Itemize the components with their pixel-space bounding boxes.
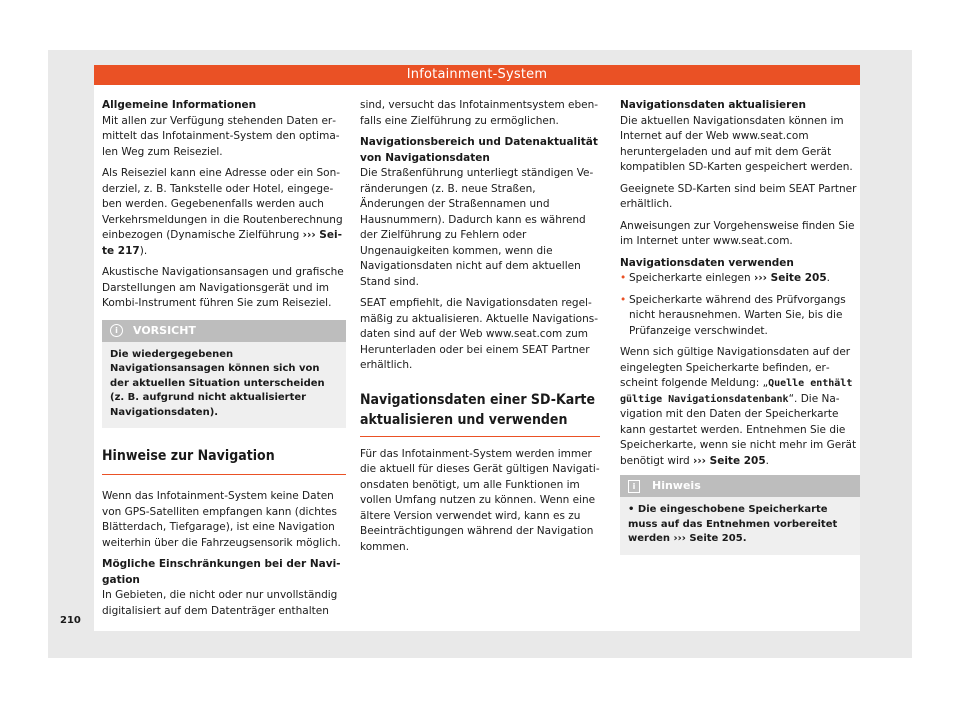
info-icon: i (628, 480, 640, 493)
list-item (620, 293, 860, 340)
page-reference-link[interactable]: ››› Seite 217 (102, 229, 342, 257)
list-item (620, 271, 860, 287)
heading-general-info: Allgemeine Informationen (102, 99, 257, 111)
page-reference-link[interactable]: ››› Seite 205 (693, 454, 766, 467)
text: . (826, 272, 830, 284)
text: Wenn sich gültige Navigationsdaten auf der eingelegten Speicherkarte befinden, erscheint folgende Meldung: „ (620, 346, 851, 389)
text: Die eingeschobene Speicherkarte muss auf das Entnehmen vorbereitet werden (628, 504, 838, 544)
system-message: Quelle enthält gültige Navigationsdatenbank (620, 378, 853, 405)
heading-navigation-area: Navigationsbereich und Datenaktualität von Navigationsdaten (360, 136, 598, 164)
paragraph (102, 166, 346, 259)
hint-header (620, 475, 860, 497)
page-number: 210 (60, 615, 81, 626)
paragraph: Wenn das Infotainment-System keine Daten von GPS-Satelliten empfangen kann (dichtes Blätterdach, Tiefgarage), ist eine Navigation weiterhin über die Fahrzeugsensorik möglich. (102, 490, 341, 549)
caution-title: VORSICHT (133, 323, 196, 337)
text: Speicherkarte einlegen (629, 272, 755, 284)
text: . (742, 533, 747, 544)
page-reference-link[interactable]: ››› Seite 205 (754, 272, 827, 284)
text: “. Die Navigation mit den Daten der Speicherkarte kann gestartet werden. Entnehmen Sie die Speicherkarte, wenn sie nicht mehr im Gerät benötigt wird (620, 392, 857, 467)
hint-box (620, 475, 860, 555)
caution-box (102, 320, 346, 429)
chapter-header: Infotainment-System (94, 65, 860, 85)
text: . (765, 454, 769, 467)
caution-body: Die wiedergegebenen Navigationsansagen können sich von der aktuellen Situation unterscheiden (z. B. aufgrund nicht aktualisierter Navigationsdaten). (110, 348, 325, 418)
paragraph: Für das Infotainment-System werden immer die aktuell für dieses Gerät gültigen Navigationsdaten benötigt, um alle Funktionen im vollen Umfang nutzen zu können. Wenn eine ältere Version verwendet wird, kann es zu Beeinträchtigungen während der Navigation kommen. (360, 447, 600, 553)
paragraph: In Gebieten, die nicht oder nur unvollständig digitalisiert auf dem Datenträger enthalten (102, 589, 338, 617)
paragraph: SEAT empfiehlt, die Navigationsdaten regelmäßig zu aktualisieren. Aktuelle Navigationsdaten sind auf der Web www.seat.com zum Herunterladen oder bei einem SEAT Partner erhältlich. (360, 297, 599, 371)
text: Als Reiseziel kann eine Adresse oder ein Sonderziel, z. B. Tankstelle oder Hotel, eingegeben werden. Gegebenenfalls werden auch Verkehrsmeldungen in die Routenberechnung einbezogen (Dynamische Zielführung (102, 167, 343, 241)
paragraph: Geeignete SD-Karten sind beim SEAT Partner erhältlich. (620, 182, 857, 210)
column-3 (620, 98, 860, 555)
heading-update-data: Navigationsdaten aktualisieren (620, 99, 806, 111)
paragraph (620, 345, 860, 469)
heading-limitations: Mögliche Einschränkungen bei der Navigation (102, 558, 341, 586)
hint-title: Hinweis (652, 479, 701, 493)
paragraph: Die Straßenführung unterliegt ständigen Veränderungen (z. B. neue Straßen, Änderungen der Straßennamen und Hausnummern). Dadurch kann es während der Zielführung zu Fehlern oder Ungenauigkeiten kommen, wenn die Navigationsdaten nicht auf dem aktuellen Stand sind. (360, 167, 594, 288)
paragraph: Akustische Navigationsansagen und grafische Darstellungen am Navigationsgerät und im Kombi-Instrument führen Sie zum Reiseziel. (102, 266, 344, 309)
section-title-sd-card: Navigationsdaten einer SD-Karte aktualisieren und verwenden (360, 390, 600, 437)
bullet-icon: • (620, 272, 627, 284)
column-2 (360, 98, 600, 561)
paragraph: Die aktuellen Navigationsdaten können im Internet auf der Web www.seat.com heruntergeladen und auf mit dem Gerät kompatiblen SD-Karten gespeichert werden. (620, 114, 853, 173)
heading-use-data: Navigationsdaten verwenden (620, 256, 794, 269)
bullet-icon: • (620, 293, 627, 306)
page-reference-link[interactable]: ››› Seite 205 (673, 533, 743, 544)
caution-header (102, 320, 346, 342)
text: Speicherkarte während des Prüfvorgangs nicht herausnehmen. Warten Sie, bis die Prüfanzeige verschwindet. (629, 293, 846, 337)
section-title-navigation-notes: Hinweise zur Navigation (102, 446, 346, 475)
bullet-icon: • (628, 504, 635, 515)
paragraph: Mit allen zur Verfügung stehenden Daten ermittelt das Infotainment-System den optimalen Weg zum Reiseziel. (102, 114, 340, 158)
column-1 (102, 98, 346, 625)
text: ). (139, 244, 148, 257)
paragraph: sind, versucht das Infotainmentsystem ebenfalls eine Zielführung zu ermöglichen. (360, 99, 599, 127)
hint-body (620, 497, 860, 555)
paragraph: Anweisungen zur Vorgehensweise finden Sie im Internet unter www.seat.com. (620, 219, 855, 247)
info-circle-icon: i (110, 324, 123, 337)
